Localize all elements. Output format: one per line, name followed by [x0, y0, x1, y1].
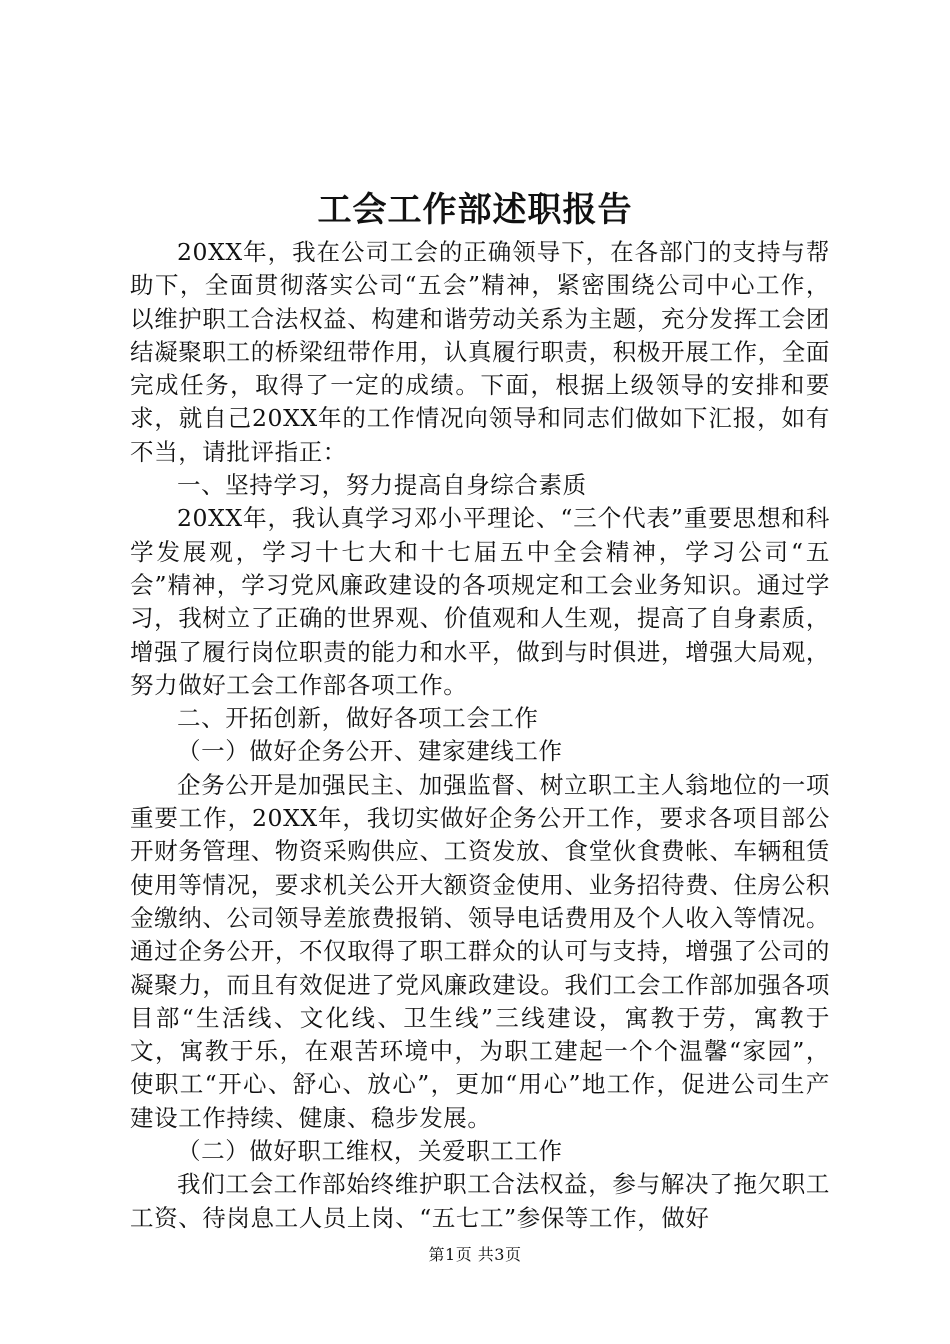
section-heading-2: 二、开拓创新，做好各项工会工作 [177, 704, 539, 733]
paragraph-study: 20XX年，我认真学习邓小平理论、“三个代表”重要思想和科学发展观，学习十七大和十七届五中全会精神，学习公司“五会”精神，学习党风廉政建设的各项规定和工会业务知识。通过学习，我树立了正确的世界观、价值观和人生观，提高了自身素质，增强了履行岗位职责的能力和水平，做到与时俱进，增强大局观，努力做好工会工作部各项工作。 [130, 504, 830, 699]
document-title: 工会工作部述职报告 [317, 190, 633, 230]
paragraph-worker-rights: 我们工会工作部始终维护职工合法权益，参与解决了拖欠职工工资、待岗息工人员上岗、“五七工”参保等工作，做好 [130, 1170, 830, 1232]
document-body [130, 236, 830, 1235]
subsection-heading-1: （一）做好企务公开、建家建线工作 [177, 737, 563, 766]
paragraph-intro: 20XX年，我在公司工会的正确领导下，在各部门的支持与帮助下，全面贯彻落实公司“五会”精神，紧密围绕公司中心工作，以维护职工合法权益、构建和谐劳动关系为主题，充分发挥工会团结凝聚职工的桥梁纽带作用，认真履行职责，积极开展工作，全面完成任务，取得了一定的成绩。下面，根据上级领导的安排和要求，就自己20XX年的工作情况向领导和同志们做如下汇报，如有不当，请批评指正： [130, 238, 830, 466]
paragraph-enterprise-disclosure: 企务公开是加强民主、加强监督、树立职工主人翁地位的一项重要工作，20XX年，我切实做好企务公开工作，要求各项目部公开财务管理、物资采购供应、工资发放、食堂伙食费帐、车辆租赁使用等情况，要求机关公开大额资金使用、业务招待费、住房公积金缴纳、公司领导差旅费报销、领导电话费用及个人收入等情况。通过企务公开，不仅取得了职工群众的认可与支持，增强了公司的凝聚力，而且有效促进了党风廉政建设。我们工会工作部加强各项目部“生活线、文化线、卫生线”三线建设，寓教于劳，寓教于文，寓教于乐，在艰苦环境中，为职工建起一个个温馨“家园”，使职工“开心、舒心、放心”，更加“用心”地工作，促进公司生产建设工作持续、健康、稳步发展。 [130, 770, 830, 1132]
subsection-heading-2: （二）做好职工维权，关爱职工工作 [177, 1137, 563, 1166]
page-footer: 第1页 共3页 [428, 1245, 522, 1264]
section-heading-1: 一、坚持学习，努力提高自身综合素质 [177, 471, 587, 500]
